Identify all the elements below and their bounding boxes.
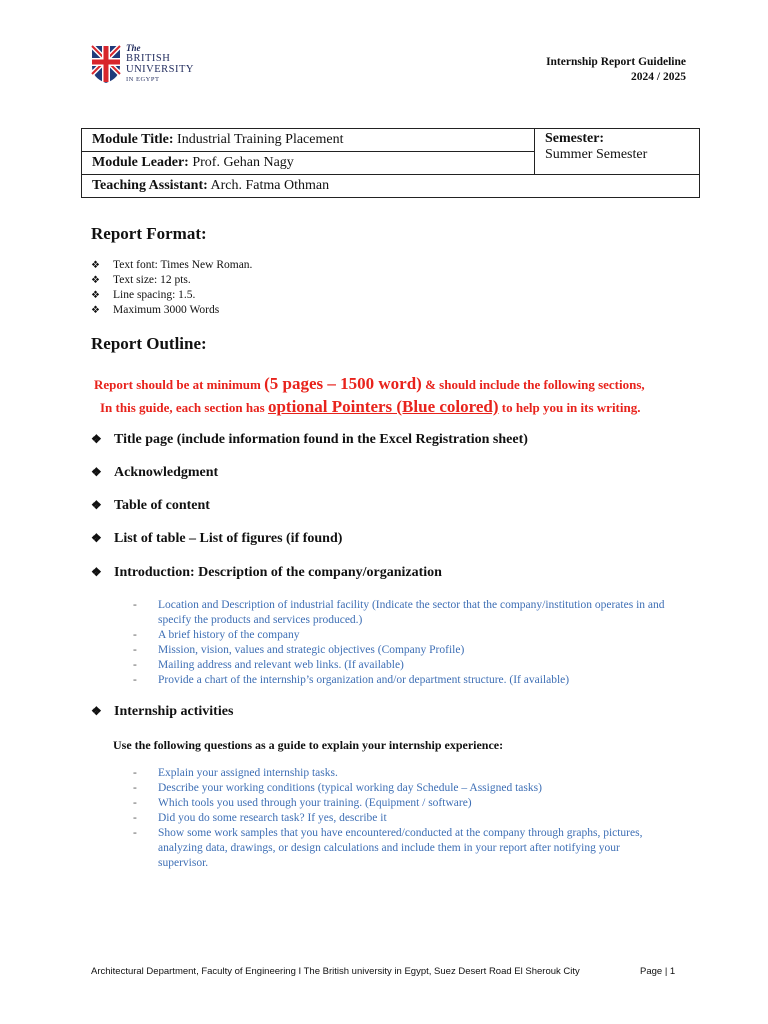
activities-pointers: [133, 766, 653, 871]
module-leader-cell: [82, 152, 535, 175]
list-item: - A brief history of the company: [133, 629, 300, 641]
diamond-bullet-icon: ❖: [91, 498, 102, 512]
report-format-title: Report Format:: [91, 224, 207, 243]
logo-line1: BRITISH: [126, 53, 171, 64]
activities-guide: Use the following questions as a guide to explain your internship experience:: [113, 738, 504, 752]
diamond-bullet-icon: ❖: [91, 305, 100, 316]
list-item: - Mission, vision, values and strategic objectives (Company Profile): [133, 644, 465, 656]
semester-cell: [535, 129, 700, 175]
module-info-table: [81, 128, 700, 198]
list-item: - Mailing address and relevant web links. (If available): [133, 659, 404, 671]
ta-label: Teaching Assistant:: [92, 178, 208, 193]
diamond-bullet-icon: ❖: [91, 260, 100, 271]
teaching-assistant-cell: [82, 175, 700, 198]
list-item: ❖ Text font: Times New Roman.: [91, 259, 253, 271]
diamond-bullet-icon: ❖: [91, 275, 100, 286]
section-list-of-tables: ❖ List of table – List of figures (if found): [91, 531, 343, 546]
module-title-cell: [82, 129, 535, 152]
outline-requirement-line2: In this guide, each section has optional Pointers (Blue colored) to help you in its writing.: [100, 397, 641, 416]
union-flag-shield-icon: [90, 44, 122, 84]
list-item: - Which tools you used through your training. (Equipment / software): [133, 797, 472, 809]
header-title: Internship Report Guideline: [546, 56, 686, 68]
list-item: - Describe your working conditions (typical working day Schedule – Assigned tasks): [133, 782, 542, 794]
module-leader-value: Prof. Gehan Nagy: [188, 155, 294, 170]
diamond-bullet-icon: ❖: [91, 704, 102, 718]
semester-value: Summer Semester: [545, 147, 648, 162]
semester-label: Semester:: [545, 131, 605, 146]
module-title-label: Module Title:: [92, 132, 174, 147]
page-number: Page | 1: [640, 966, 676, 977]
diamond-bullet-icon: ❖: [91, 565, 102, 579]
section-acknowledgment: ❖ Acknowledgment: [91, 465, 219, 480]
diamond-bullet-icon: ❖: [91, 432, 102, 446]
list-item: ❖ Line spacing: 1.5.: [91, 289, 196, 301]
list-item: - Provide a chart of the internship’s organization and/or department structure. (If available): [133, 674, 570, 686]
list-item: - Explain your assigned internship tasks.: [133, 767, 338, 779]
diamond-bullet-icon: ❖: [91, 465, 102, 479]
report-outline-title: Report Outline:: [91, 334, 207, 353]
section-introduction: ❖ Introduction: Description of the company/organization: [91, 565, 442, 580]
list-item: - Location and Description of industrial facility (Indicate the sector that the company/institution operates in and specify the products and services produced.): [133, 599, 665, 626]
logo-the: The: [126, 43, 141, 53]
university-logo: [90, 44, 200, 88]
diamond-bullet-icon: ❖: [91, 290, 100, 301]
header-year: 2024 / 2025: [631, 71, 686, 83]
report-format-list: [91, 258, 252, 318]
section-title-page: ❖ Title page (include information found in the Excel Registration sheet): [91, 432, 528, 447]
section-internship-activities: ❖ Internship activities: [91, 704, 234, 719]
ta-value: Arch. Fatma Othman: [207, 178, 330, 193]
introduction-pointers: [133, 598, 688, 688]
list-item: - Did you do some research task? If yes, describe it: [133, 812, 387, 824]
outline-requirement-line1: Report should be at minimum (5 pages – 1500 word) & should include the following sections,: [94, 374, 645, 393]
list-item: ❖ Maximum 3000 Words: [91, 304, 220, 316]
footer-text: Architectural Department, Faculty of Engineering I The British university in Egypt, Suez Desert Road El Sherouk City: [91, 966, 580, 977]
list-item: ❖ Text size: 12 pts.: [91, 274, 191, 286]
module-leader-label: Module Leader:: [92, 155, 189, 170]
logo-line2: UNIVERSITY: [126, 64, 194, 75]
diamond-bullet-icon: ❖: [91, 531, 102, 545]
section-table-of-content: ❖ Table of content: [91, 498, 210, 513]
module-title-value: Industrial Training Placement: [173, 132, 344, 147]
list-item: - Show some work samples that you have encountered/conducted at the company through graphs, pictures, analyzing data, drawings, or design calculations and include them in your report after notifying your supervisor.: [133, 827, 643, 869]
logo-line3: IN EGYPT: [126, 76, 160, 83]
